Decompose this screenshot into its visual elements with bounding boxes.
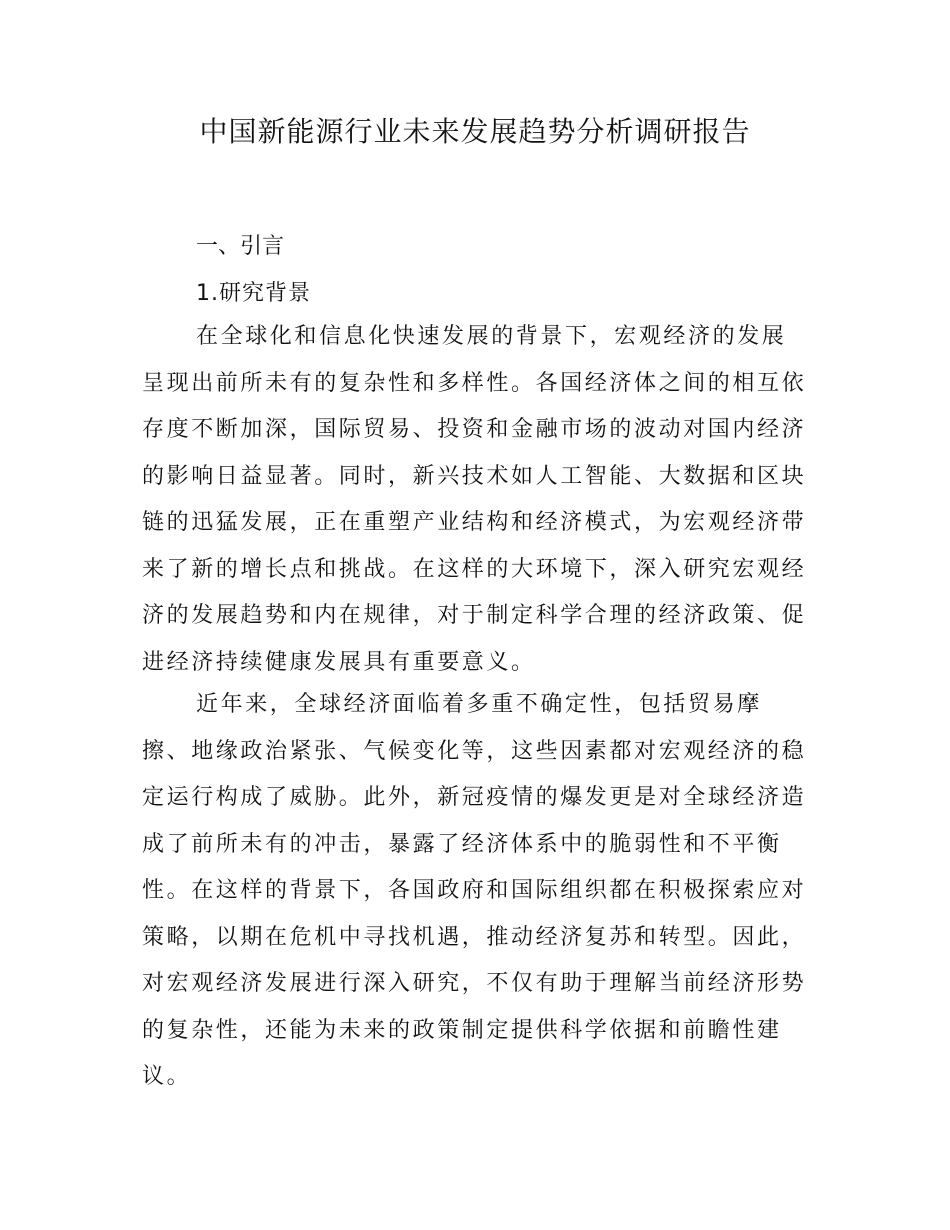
paragraph-line: 链的迅猛发展，正在重塑产业结构和经济模式，为宏观经济带: [142, 510, 807, 535]
paragraph-line: 呈现出前所未有的复杂性和多样性。各国经济体之间的相互依: [142, 370, 807, 396]
paragraph-line: 的影响日益显著。同时，新兴技术如人工智能、大数据和区块: [142, 463, 807, 489]
section-heading: 一、引言: [196, 234, 285, 259]
paragraph-line: 济的发展趋势和内在规律，对于制定科学合理的经济政策、促: [142, 603, 807, 628]
paragraph-line: 擦、地缘政治紧张、气候变化等，这些因素都对宏观经济的稳: [142, 738, 807, 764]
paragraph-1: [142, 314, 814, 686]
paragraph-line: 来了新的增长点和挑战。在这样的大环境下，深入研究宏观经: [142, 556, 807, 582]
paragraph-line: 的复杂性，还能为未来的政策制定提供科学依据和前瞻性建: [142, 1017, 782, 1043]
paragraph-line: 对宏观经济发展进行深入研究，不仅有助于理解当前经济形势: [142, 971, 807, 996]
paragraph-2: [142, 682, 814, 1101]
paragraph-line: 在全球化和信息化快速发展的背景下，宏观经济的发展: [196, 324, 787, 349]
paragraph-line: 存度不断加深，国际贸易、投资和金融市场的波动对国内经济: [142, 417, 807, 442]
paragraph-line: 议。: [142, 1064, 192, 1089]
paragraph-line: 性。在这样的背景下，各国政府和国际组织都在积极探索应对: [142, 878, 807, 903]
paragraph-line: 进经济持续健康发展具有重要意义。: [142, 649, 536, 675]
paragraph-line: 定运行构成了威胁。此外，新冠疫情的爆发更是对全球经济造: [142, 785, 807, 810]
paragraph-line: 成了前所未有的冲击，暴露了经济体系中的脆弱性和不平衡: [142, 831, 782, 857]
subsection-heading: 1.研究背景: [196, 281, 311, 306]
paragraph-line: 近年来，全球经济面临着多重不确定性，包括贸易摩: [196, 692, 762, 717]
paragraph-line: 策略，以期在危机中寻找机遇，推动经济复苏和转型。因此，: [142, 924, 807, 950]
document-title: 中国新能源行业未来发展趋势分析调研报告: [199, 115, 751, 148]
